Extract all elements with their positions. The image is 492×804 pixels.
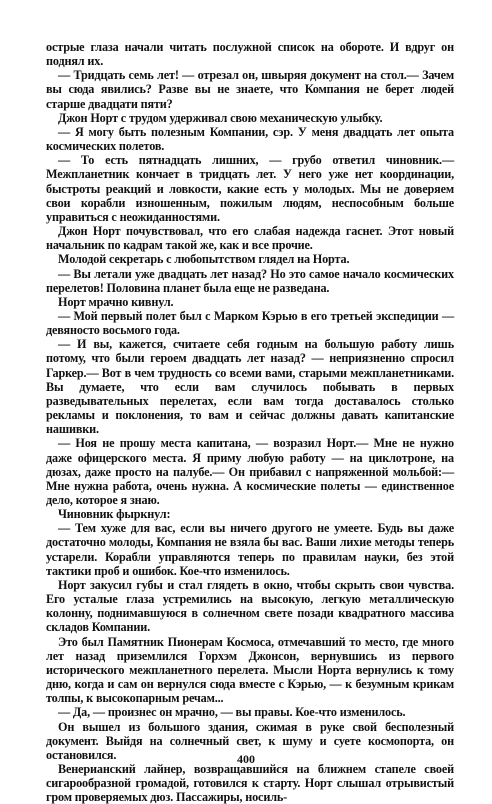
paragraph: Джон Норт с трудом удерживал свою механическую улыбку. [58,110,383,125]
paragraph: острые глаза начали читать послужной список на обороте. И вдруг он поднял их. [46,40,454,69]
paragraph: — Тридцать семь лет! — отрезал он, швыряя документ на стол.— Зачем вы сюда явились? Разве вы не знаете, что Компания не берет людей старше двадцати пяти? [46,68,454,111]
paragraph: Молодой секретарь с любопытством глядел на Норта. [58,252,350,267]
paragraph: Венерианский лайнер, возвращавшийся на ближнем стапеле своей сигарообразной громадой, готовился к старту. Норт слышал отрывистый гром проверяемых дюз. Пассажиры, носиль- [46,761,454,804]
paragraph: Он вышел из большого здания, сжимая в руке свой бесполезный документ. Выйдя на солнечный свет, к шуму и суете космопорта, он остановился. [46,719,454,762]
paragraph: — Ноя не прошу места капитана, — возразил Норт.— Мне не нужно даже офицерского места. Я приму любую работу — на циклотроне, на дюзах, даже просто на палубе.— Он прибавил с напряженной мольбой:— Мне нужна работа, очень нужна. А космические полеты — единственное дело, которое я знаю. [46,436,454,507]
paragraph: — Тем хуже для вас, если вы ничего другого не умеете. Будь вы даже достаточно молоды, Компания не взяла бы вас. Ваши лихие методы теперь устарели. Корабли управляются теперь по правилам науки, без этой тактики проб и ошибок. Кое-что изменилось. [46,521,454,578]
body-text [46,40,454,804]
paragraph: — И вы, кажется, считаете себя годным на большую работу лишь потому, что были героем двадцать лет назад? — неприязненно спросил Гаркер.— Вот в чем трудность со всеми вами, старыми межпланетниками. Вы думаете, что если вам случилось побывать в первых разведывательных перелетах, если вам тогда доставалось столько рекламы и поклонения, то вам и сейчас должны давать капитанские нашивки. [46,337,454,437]
paragraph: — То есть пятнадцать лишних, — грубо ответил чиновник.— Межпланетник кончает в тридцать лет. У него уже нет координации, быстроты реакций и ловкости, какие есть у молодых. Мы не доверяем свои корабли изношенным, пожилым людям, неспособным больше управиться с неожиданностями. [46,153,454,224]
paragraph: Норт мрачно кивнул. [58,294,174,309]
paragraph: — Я могу быть полезным Компании, сэр. У меня двадцать лет опыта космических полетов. [46,124,454,154]
page-number: 400 [237,752,255,766]
paragraph: Норт закусил губы и стал глядеть в окно, чтобы скрыть свои чувства. Его усталые глаза устремились на высокую, легкую металлическую колонну, поднимавшуюся в солнечном свете позади квадратного массива складов Компании. [46,577,454,635]
paragraph: Это был Памятник Пионерам Космоса, отмечавший то место, где много лет назад приземлился Горхэм Джонсон, вернувшись из первого исторического межпланетного перелета. Мысли Норта вернулись к тому дню, когда и сам он вернулся сюда вместе с Кэрью, — к безумным крикам толпы, к высокопарным речам... [46,634,454,706]
paragraph: Чиновник фыркнул: [58,507,171,522]
paragraph: Джон Норт почувствовал, что его слабая надежда гаснет. Этот новый начальник по кадрам такой же, как и все прочие. [46,224,454,253]
paragraph: — Да, — произнес он мрачно, — вы правы. Кое-что изменилось. [58,705,406,720]
paragraph: — Мой первый полет был с Марком Кэрью в его третьей экспедиции — девяносто восьмого года. [46,308,454,338]
paragraph: — Вы летали уже двадцать лет назад? Но это самое начало космических перелетов! Половина планет была еще не разведана. [46,266,454,295]
